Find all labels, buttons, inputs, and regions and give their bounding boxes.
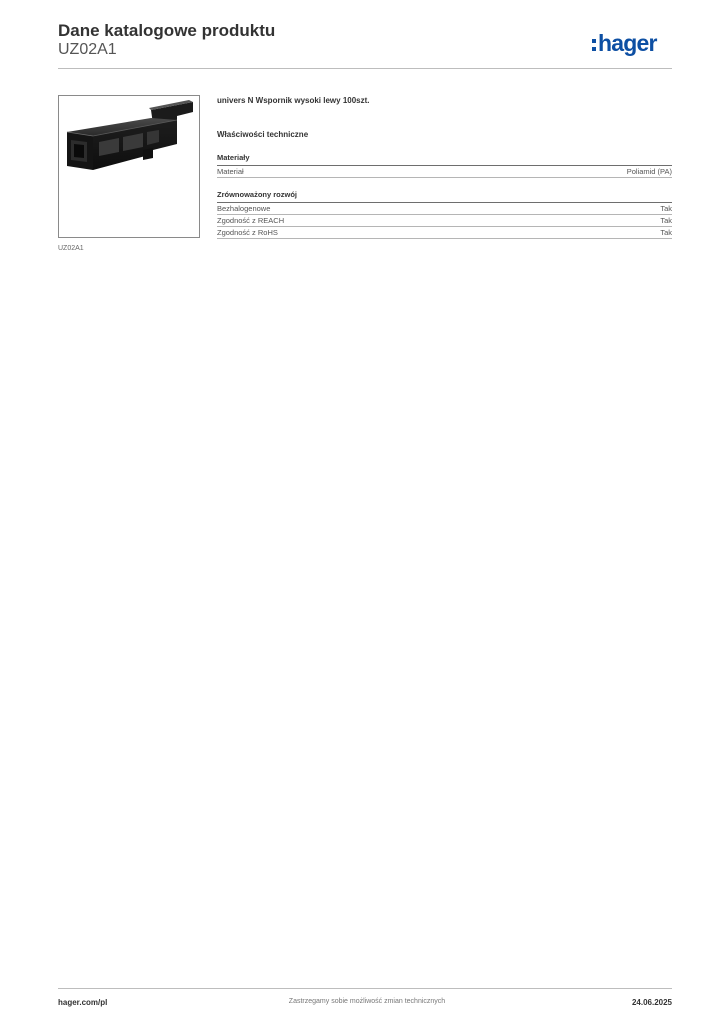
header-divider [58, 68, 672, 69]
image-caption: UZ02A1 [58, 245, 84, 252]
page-title: Dane katalogowe produktu [58, 21, 276, 40]
product-code: UZ02A1 [58, 41, 117, 58]
footer-date: 24.06.2025 [631, 998, 672, 1007]
sustainability-group [217, 190, 672, 239]
footer-website-link[interactable]: hager.com/pl [58, 998, 108, 1007]
svg-text:hager: hager [598, 30, 657, 56]
table-row [217, 215, 672, 227]
materials-group [217, 153, 672, 178]
property-label: Bezhalogenowe [217, 204, 271, 213]
table-row [217, 166, 672, 178]
table-row [217, 227, 672, 239]
property-value: Tak [660, 228, 672, 237]
hager-logo-icon [592, 26, 676, 60]
property-label: Materiał [217, 167, 244, 176]
technical-properties-heading: Właściwości techniczne [217, 130, 309, 139]
group-heading-sustainability: Zrównoważony rozwój [217, 190, 672, 203]
bracket-product-photo-icon [59, 96, 199, 237]
footer-disclaimer: Zastrzegamy sobie możliwość zmian technicznych [288, 998, 446, 1005]
footer-divider [58, 988, 672, 989]
table-row [217, 203, 672, 215]
group-heading-materials: Materiały [217, 153, 672, 166]
property-value: Tak [660, 216, 672, 225]
product-image [58, 95, 200, 238]
property-value: Poliamid (PA) [626, 167, 672, 176]
property-value: Tak [660, 204, 672, 213]
property-label: Zgodność z REACH [217, 216, 285, 225]
product-description: univers N Wspornik wysoki lewy 100szt. [217, 96, 370, 105]
product-details [217, 96, 672, 239]
property-label: Zgodność z RoHS [217, 228, 278, 237]
